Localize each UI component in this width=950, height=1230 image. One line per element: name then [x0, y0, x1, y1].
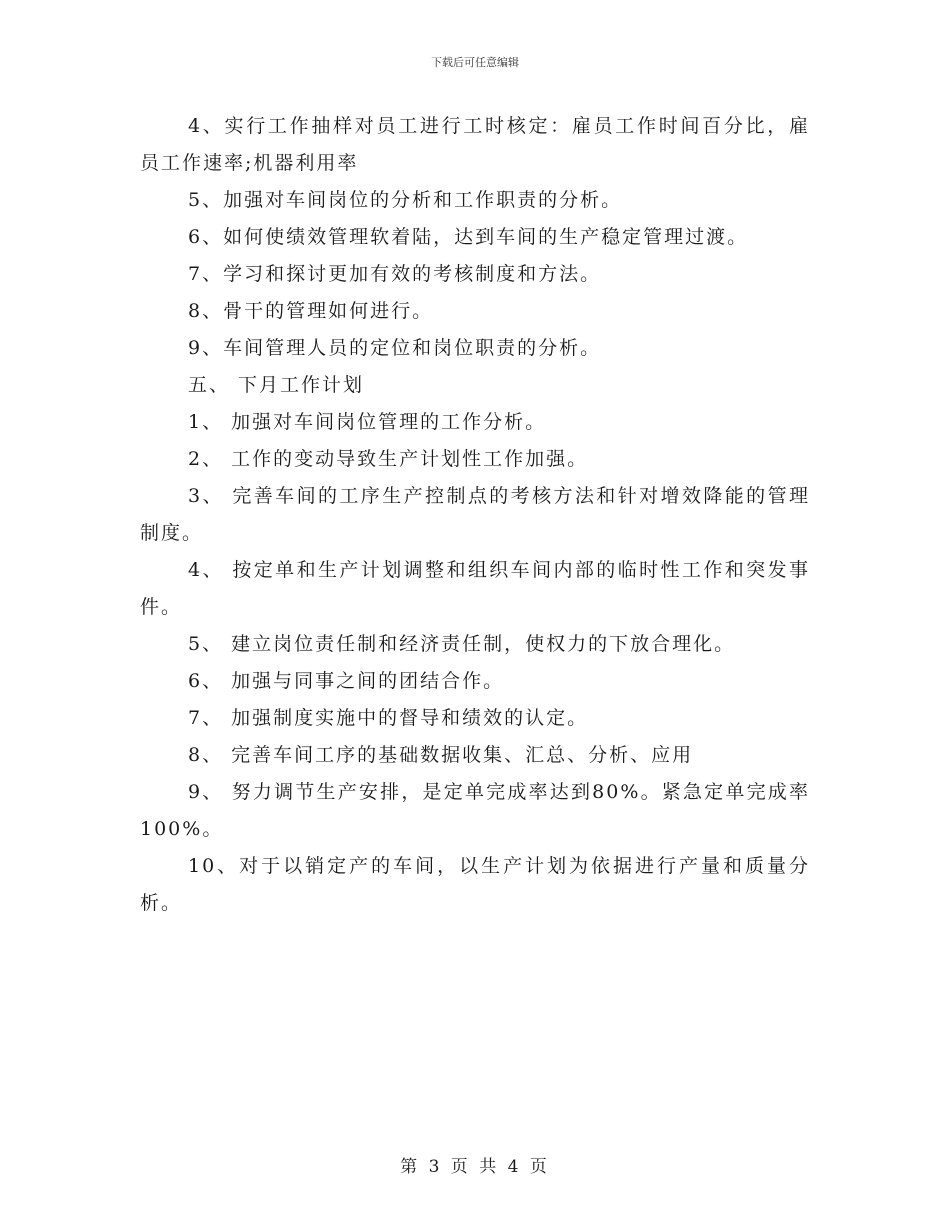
- plan-item-9: 9、 努力调节生产安排，是定单完成率达到80%。紧急定单完成率100%。: [140, 781, 810, 840]
- section-heading-next-month-plan: 五、 下月工作计划: [188, 374, 365, 396]
- plan-item-4: 4、 按定单和生产计划调整和组织车间内部的临时性工作和突发事件。: [140, 559, 810, 618]
- document-body: [140, 108, 810, 922]
- plan-item-8: 8、 完善车间工序的基础数据收集、汇总、分析、应用: [188, 744, 694, 766]
- paragraph-item-6-performance: 6、如何使绩效管理软着陆，达到车间的生产稳定管理过渡。: [188, 226, 749, 248]
- paragraph-item-7-study: 7、学习和探讨更加有效的考核制度和方法。: [188, 263, 602, 285]
- paragraph-item-8-backbone: 8、骨干的管理如何进行。: [188, 300, 434, 322]
- plan-item-6: 6、 加强与同事之间的团结合作。: [188, 670, 505, 692]
- paragraph-item-9-positioning: 9、车间管理人员的定位和岗位职责的分析。: [188, 337, 602, 359]
- plan-item-3: 3、 完善车间的工序生产控制点的考核方法和针对增效降能的管理制度。: [140, 485, 810, 544]
- plan-item-5: 5、 建立岗位责任制和经济责任制，使权力的下放合理化。: [188, 633, 736, 655]
- plan-item-2: 2、 工作的变动导致生产计划性工作加强。: [188, 448, 589, 470]
- paragraph-item-4-sampling: 4、实行工作抽样对员工进行工时核定：雇员工作时间百分比，雇员工作速率;机器利用率: [140, 115, 810, 174]
- page-footer: 第 3 页 共 4 页: [400, 1157, 550, 1177]
- plan-item-7: 7、 加强制度实施中的督导和绩效的认定。: [188, 707, 589, 729]
- page-header: 下载后可任意编辑: [431, 56, 519, 69]
- plan-item-10: 10、对于以销定产的车间，以生产计划为依据进行产量和质量分析。: [140, 855, 810, 914]
- plan-item-1: 1、 加强对车间岗位管理的工作分析。: [188, 411, 547, 433]
- paragraph-item-5-analysis: 5、加强对车间岗位的分析和工作职责的分析。: [188, 189, 623, 211]
